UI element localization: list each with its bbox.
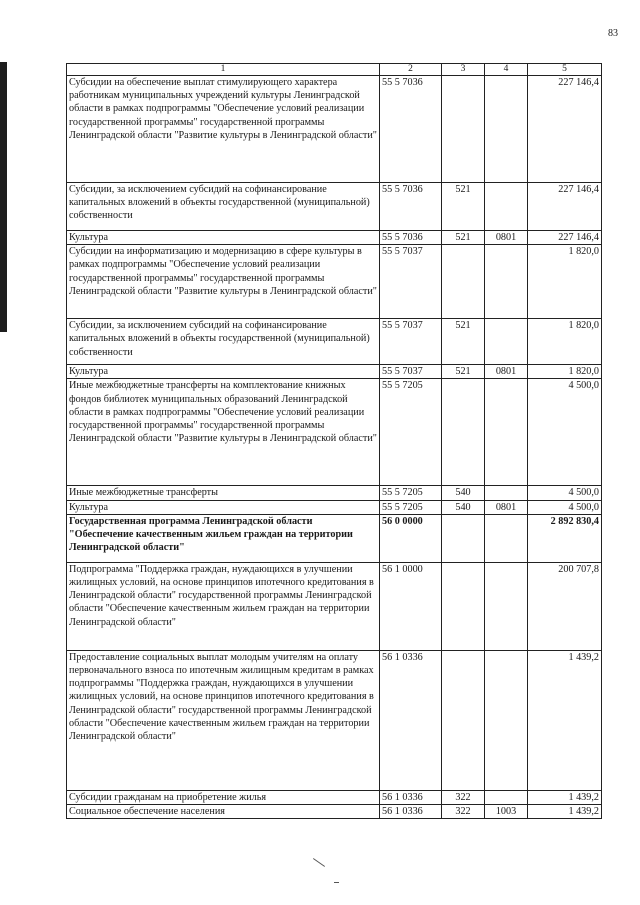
row-expense-type: 540 (442, 500, 485, 514)
row-section: 0801 (485, 231, 528, 245)
row-section (485, 790, 528, 804)
budget-table (66, 63, 602, 819)
row-name: Субсидии гражданам на приобретение жилья (67, 790, 380, 804)
row-section: 0801 (485, 500, 528, 514)
table-row (67, 790, 602, 804)
row-name: Иные межбюджетные трансферты (67, 486, 380, 500)
row-expense-type (442, 379, 485, 486)
row-name: Культура (67, 231, 380, 245)
row-amount: 1 439,2 (528, 790, 602, 804)
row-expense-type (442, 562, 485, 650)
row-target-code: 55 5 7205 (380, 486, 442, 500)
row-expense-type (442, 76, 485, 183)
row-amount: 1 439,2 (528, 805, 602, 819)
table-row (67, 365, 602, 379)
row-target-code: 55 5 7205 (380, 379, 442, 486)
row-expense-type: 521 (442, 183, 485, 231)
row-target-code: 55 5 7036 (380, 231, 442, 245)
table-row (67, 183, 602, 231)
row-amount: 4 500,0 (528, 486, 602, 500)
row-target-code: 55 5 7037 (380, 245, 442, 319)
row-name: Предоставление социальных выплат молодым учителям на оплату первоначального взноса по ипотечным жилищным кредитам в рамках подпрограммы "Поддержка граждан, нуждающихся в улучшении жилищных условий, на основе принципов ипотечного кредитования в Ленинградской области" государственной программы Ленинградской области "Обеспечение качественным жильем граждан на территории Ленинградской области" (67, 650, 380, 790)
row-name: Культура (67, 365, 380, 379)
row-amount: 1 439,2 (528, 650, 602, 790)
row-section (485, 245, 528, 319)
scan-edge-shadow (0, 62, 7, 332)
row-target-code: 56 1 0336 (380, 790, 442, 804)
row-section (485, 514, 528, 562)
table-row (67, 245, 602, 319)
row-amount: 4 500,0 (528, 379, 602, 486)
row-name: Субсидии, за исключением субсидий на софинансирование капитальных вложений в объекты государственной (муниципальной) собственности (67, 319, 380, 365)
table-row (67, 514, 602, 562)
row-expense-type: 322 (442, 805, 485, 819)
row-name: Иные межбюджетные трансферты на комплектование книжных фондов библиотек муниципальных образований Ленинградской области в рамках подпрограммы "Обеспечение условий реализации государственной программы" государственной программы Ленинградской области "Развитие культуры в Ленинградской области" (67, 379, 380, 486)
row-section (485, 76, 528, 183)
table-row (67, 76, 602, 183)
row-section (485, 562, 528, 650)
row-name: Субсидии, за исключением субсидий на софинансирование капитальных вложений в объекты государственной (муниципальной) собственности (67, 183, 380, 231)
column-header: 5 (528, 64, 602, 76)
row-name: Подпрограмма "Поддержка граждан, нуждающихся в улучшении жилищных условий, на основе принципов ипотечного кредитования в Ленинградской области" государственной программы Ленинградской области "Обеспечение качественным жильем граждан на территории Ленинградской области" (67, 562, 380, 650)
page-number: 83 (608, 28, 618, 39)
column-header: 3 (442, 64, 485, 76)
table-row (67, 805, 602, 819)
row-expense-type: 540 (442, 486, 485, 500)
row-section (485, 486, 528, 500)
row-expense-type (442, 245, 485, 319)
row-expense-type: 521 (442, 365, 485, 379)
table-row (67, 319, 602, 365)
row-amount: 227 146,4 (528, 76, 602, 183)
row-name: Субсидии на обеспечение выплат стимулирующего характера работникам муниципальных учреждений культуры Ленинградской области в рамках подпрограммы "Обеспечение условий реализации государственной программы" государственной программы Ленинградской области "Развитие культуры в Ленинградской области" (67, 76, 380, 183)
row-expense-type (442, 650, 485, 790)
row-amount: 1 820,0 (528, 245, 602, 319)
row-amount: 2 892 830,4 (528, 514, 602, 562)
row-section: 1003 (485, 805, 528, 819)
row-amount: 1 820,0 (528, 319, 602, 365)
row-amount: 1 820,0 (528, 365, 602, 379)
row-amount: 227 146,4 (528, 183, 602, 231)
row-expense-type (442, 514, 485, 562)
table-row (67, 379, 602, 486)
row-target-code: 56 0 0000 (380, 514, 442, 562)
table-row (67, 500, 602, 514)
column-header: 4 (485, 64, 528, 76)
scan-speck (313, 858, 325, 867)
row-target-code: 55 5 7036 (380, 183, 442, 231)
table-row (67, 231, 602, 245)
row-section: 0801 (485, 365, 528, 379)
row-name: Субсидии на информатизацию и модернизацию в сфере культуры в рамках подпрограммы "Обеспечение условий реализации государственной программы" государственной программы Ленинградской области "Развитие культуры в Ленинградской области" (67, 245, 380, 319)
row-target-code: 55 5 7037 (380, 365, 442, 379)
row-name: Государственная программа Ленинградской области "Обеспечение качественным жильем граждан на территории Ленинградской области" (67, 514, 380, 562)
row-target-code: 56 1 0000 (380, 562, 442, 650)
row-name: Культура (67, 500, 380, 514)
column-header: 1 (67, 64, 380, 76)
scan-speck (334, 882, 339, 883)
row-expense-type: 521 (442, 231, 485, 245)
row-amount: 227 146,4 (528, 231, 602, 245)
row-expense-type: 521 (442, 319, 485, 365)
row-target-code: 55 5 7036 (380, 76, 442, 183)
row-target-code: 55 5 7037 (380, 319, 442, 365)
row-section (485, 650, 528, 790)
column-header: 2 (380, 64, 442, 76)
table-row (67, 486, 602, 500)
row-target-code: 56 1 0336 (380, 805, 442, 819)
row-amount: 200 707,8 (528, 562, 602, 650)
table-row (67, 562, 602, 650)
row-name: Социальное обеспечение населения (67, 805, 380, 819)
table-row (67, 650, 602, 790)
row-target-code: 55 5 7205 (380, 500, 442, 514)
row-target-code: 56 1 0336 (380, 650, 442, 790)
row-amount: 4 500,0 (528, 500, 602, 514)
row-section (485, 379, 528, 486)
table-header-row (67, 64, 602, 76)
row-expense-type: 322 (442, 790, 485, 804)
row-section (485, 183, 528, 231)
row-section (485, 319, 528, 365)
